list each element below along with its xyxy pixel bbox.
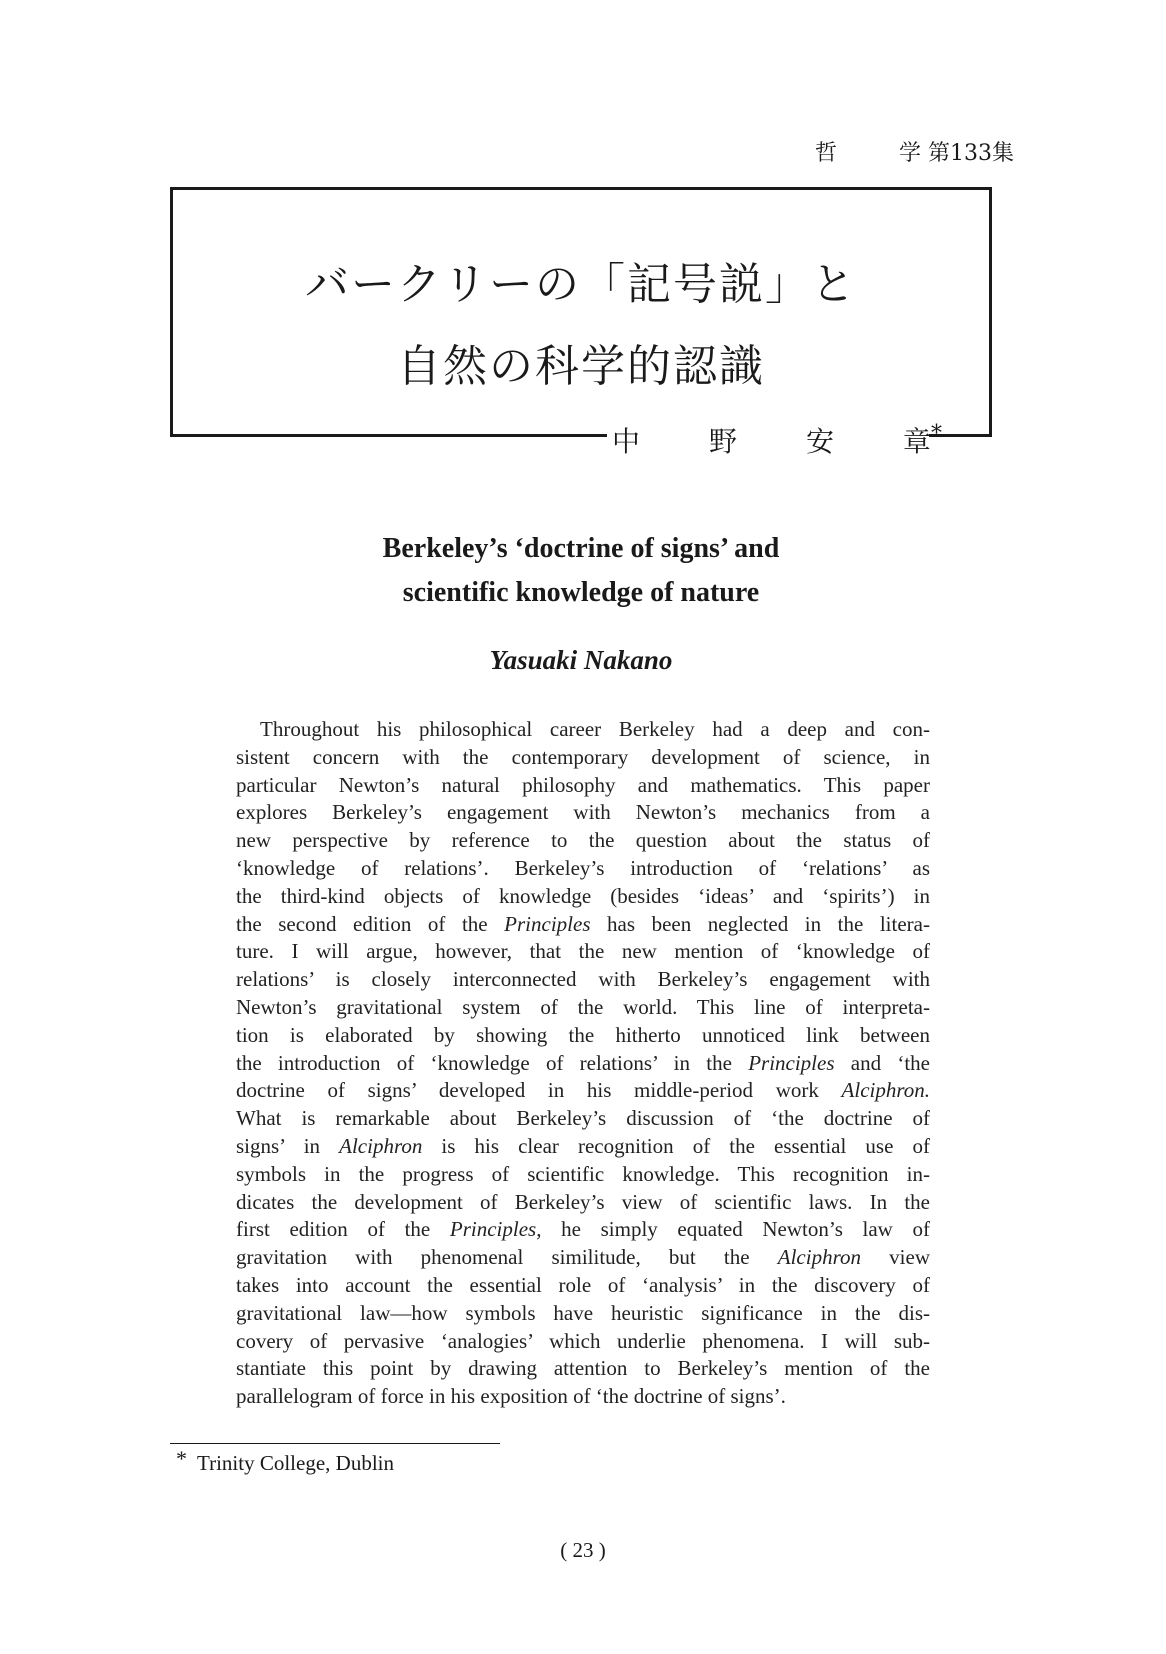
abstract-line: ‘knowledge of relations’. Berkeley’s introduction of ‘relations’ as	[236, 855, 930, 880]
author-jp-char: 安	[805, 425, 834, 458]
english-title-line2: scientific knowledge of nature	[402, 577, 760, 608]
abstract-line: the introduction of ‘knowledge of relations’ in the Principles and ‘the	[236, 1050, 930, 1075]
japanese-title-line1: バークリーの「記号説」と	[305, 259, 857, 310]
journal-volume: 第133集	[928, 141, 1015, 166]
author-jp-char: 中	[612, 425, 641, 458]
page-number: ( 23 )	[560, 1538, 606, 1562]
footnote-rule	[170, 1443, 500, 1444]
title-box	[170, 187, 992, 437]
abstract-line: stantiate this point by drawing attention to Berkeley’s mention of the	[236, 1356, 930, 1381]
abstract-line: the third-kind objects of knowledge (besides ‘ideas’ and ‘spirits’) in	[236, 883, 930, 908]
abstract-line: particular Newton’s natural philosophy and mathematics. This paper	[236, 772, 930, 797]
italic-work-title: Principles	[748, 1050, 835, 1075]
abstract-line: Newton’s gravitational system of the world. This line of interpreta-	[236, 994, 930, 1019]
japanese-author	[612, 420, 942, 460]
journal-name-part2: 学	[899, 141, 922, 166]
japanese-title-line2: 自然の科学的認識	[397, 341, 765, 392]
abstract-line: ture. I will argue, however, that the new mention of ‘knowledge of	[236, 939, 930, 964]
abstract-line: explores Berkeley’s engagement with Newton’s mechanics from a	[236, 800, 930, 825]
author-jp-char: 野	[708, 425, 737, 458]
title-box-bottom-left-rule	[170, 434, 607, 437]
italic-work-title: Alciphron	[777, 1245, 861, 1270]
english-title-line1: Berkeley’s ‘doctrine of signs’ and	[382, 533, 780, 564]
italic-work-title: Alciphron	[339, 1133, 423, 1158]
abstract-line: covery of pervasive ‘analogies’ which underlie phenomena. I will sub-	[236, 1328, 930, 1353]
abstract-line: Throughout his philosophical career Berkeley had a deep and con-	[260, 717, 930, 741]
footnote-mark: *	[930, 421, 942, 447]
abstract-line: tion is elaborated by showing the hitherto unnoticed link between	[236, 1022, 930, 1047]
abstract-line: doctrine of signs’ developed in his middle-period work Alciphron.	[236, 1078, 930, 1103]
abstract-line: What is remarkable about Berkeley’s discussion of ‘the doctrine of	[236, 1106, 930, 1131]
author-jp-char-last: 章*	[902, 421, 942, 458]
abstract-line: takes into account the essential role of ‘analysis’ in the discovery of	[236, 1272, 930, 1297]
english-title	[170, 527, 992, 615]
journal-header	[815, 136, 1047, 167]
abstract-line: new perspective by reference to the question about the status of	[236, 828, 930, 853]
abstract-line: first edition of the Principles, he simply equated Newton’s law of	[236, 1217, 930, 1242]
abstract-line: parallelogram of force in his exposition of ‘the doctrine of signs’.	[236, 1384, 786, 1409]
abstract-line: signs’ in Alciphron is his clear recognition of the essential use of	[236, 1133, 930, 1158]
italic-work-title: Alciphron.	[841, 1078, 930, 1103]
italic-work-title: Principles	[504, 911, 591, 936]
italic-work-title: Principles	[449, 1217, 537, 1242]
abstract	[236, 716, 930, 1411]
abstract-line: relations’ is closely interconnected with Berkeley’s engagement with	[236, 967, 930, 992]
abstract-line: the second edition of the Principles has been neglected in the litera-	[236, 911, 930, 936]
journal-name-part1: 哲	[815, 141, 838, 166]
abstract-line: gravitation with phenomenal similitude, but the Alciphron view	[236, 1245, 930, 1270]
abstract-line: gravitational law—how symbols have heuristic significance in the dis-	[236, 1300, 930, 1325]
abstract-line: symbols in the progress of scientific knowledge. This recognition in-	[236, 1161, 930, 1186]
abstract-line: sistent concern with the contemporary development of science, in	[236, 744, 930, 769]
footnote-text: Trinity College, Dublin	[197, 1451, 394, 1475]
english-author: Yasuaki Nakano	[489, 645, 673, 675]
footnote	[176, 1446, 394, 1476]
footnote-star: *	[176, 1446, 187, 1471]
abstract-line: dicates the development of Berkeley’s view of scientific laws. In the	[236, 1189, 930, 1214]
